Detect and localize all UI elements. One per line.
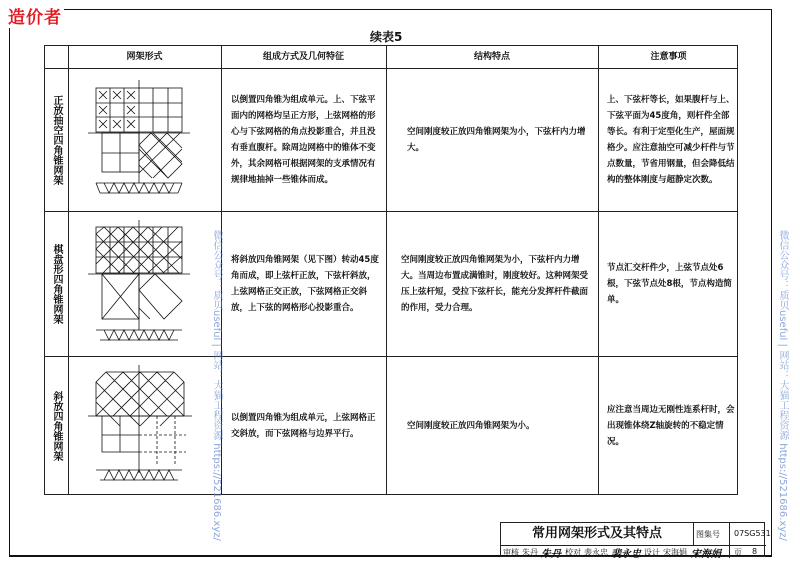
structure-text: 空间刚度较正放四角锥网架为小，下弦杆内力增大。 xyxy=(407,126,586,153)
composition-cell xyxy=(231,211,381,356)
designer-signature: 宋海娟 xyxy=(691,549,721,560)
review-label: 审核 xyxy=(503,548,519,557)
divider xyxy=(693,523,694,545)
composition-text: 将斜放四角锥网架（见下图）转动45度角而成，即上弦杆正放，下弦杆斜放，上弦网格正交正放，下弦网格正交斜放，上下弦的网格形心投影重合。 xyxy=(231,254,379,313)
composition-text: 以倒置四角锥为组成单元。上、下弦平面内的网格均呈正方形，上弦网格的形心与下弦网格的角点投影重合，并且没有垂直腹杆。除周边网格中的锥体不变外，其余网格可根据网架的支承情况有规律地抽掉一些锥体而成。 xyxy=(231,94,376,185)
check-label: 校对 xyxy=(565,548,581,557)
atlas-label: 图集号 xyxy=(696,530,720,539)
diagram-open-square-pyramid xyxy=(80,65,210,205)
header-notes: 注意事项 xyxy=(650,52,687,62)
atlas-number: 07SG531 xyxy=(734,529,771,538)
sheet-name: 常用网架形式及其特点 xyxy=(531,526,662,541)
notes-cell xyxy=(607,68,737,211)
title-block xyxy=(500,522,771,560)
structure-cell xyxy=(401,211,593,356)
diagram-diagonal-pyramid xyxy=(80,355,210,495)
notes-text: 上、下弦杆等长，如果腹杆与上、下弦平面为45度角，则杆件全部等长。有利于定型化生产，屋面规格少。应注意抽空可减少杆件与节点数量，节省用钢量，但会降低结构的整体刚度与超静定次数。 xyxy=(607,94,735,185)
divider xyxy=(68,46,69,494)
row-label: 正放抽空四角锥网架 xyxy=(51,94,62,185)
notes-cell xyxy=(607,356,735,496)
reviewer: 朱丹 xyxy=(522,548,538,557)
diagram-checkerboard-pyramid xyxy=(80,212,210,352)
reviewer-signature: 朱丹 xyxy=(541,549,561,560)
header-composition: 组成方式及几何特征 xyxy=(262,52,344,62)
watermark: 微信公众号：质贝useful | 网站：大猫工程资源 https://521686.xyz/ xyxy=(777,230,788,541)
divider xyxy=(386,46,387,494)
notes-text: 应注意当周边无刚性连系杆时，会出现锥体绕Z轴旋转的不稳定情况。 xyxy=(607,405,735,447)
structure-cell xyxy=(407,356,592,496)
logo: 造价者 xyxy=(6,3,64,28)
design-label: 设计 xyxy=(644,548,660,557)
header-structure: 结构特点 xyxy=(473,52,510,62)
composition-cell xyxy=(231,68,381,211)
row-label: 棋盘形四角锥网架 xyxy=(51,243,62,324)
structure-text: 空间刚度较正放四角锥网架为小。 xyxy=(407,421,535,431)
divider xyxy=(729,523,730,558)
notes-cell xyxy=(607,211,735,356)
checker-signature: 裴永忠 xyxy=(611,549,641,560)
checker: 裴永忠 xyxy=(584,548,608,557)
row-label: 斜放四角锥网架 xyxy=(51,391,62,461)
composition-cell xyxy=(231,356,381,496)
table-title: 续表5 xyxy=(370,30,403,44)
header-frame-form: 网架形式 xyxy=(126,52,163,62)
composition-text: 以倒置四角锥为组成单元，上弦网格正交斜放，而下弦网格与边界平行。 xyxy=(231,413,376,439)
notes-text: 节点汇交杆件少，上弦节点处6根，下弦节点处8根，节点构造简单。 xyxy=(607,262,732,305)
designer: 宋海娟 xyxy=(663,548,687,557)
watermark: 微信公众号：质贝useful | 网站：大猫工程资源 https://521686.xyz/ xyxy=(211,230,222,541)
structure-text: 空间刚度较正放四角锥网架为小，下弦杆内力增大。当周边布置成满锥时，刚度较好。这种网架受压上弦杆短，受拉下弦杆长，能充分发挥杆件截面的作用，受力合理。 xyxy=(401,254,589,313)
page-number: 8 xyxy=(752,547,758,556)
page-label: 页 xyxy=(734,548,742,557)
divider xyxy=(598,46,599,494)
structure-cell xyxy=(407,68,592,211)
